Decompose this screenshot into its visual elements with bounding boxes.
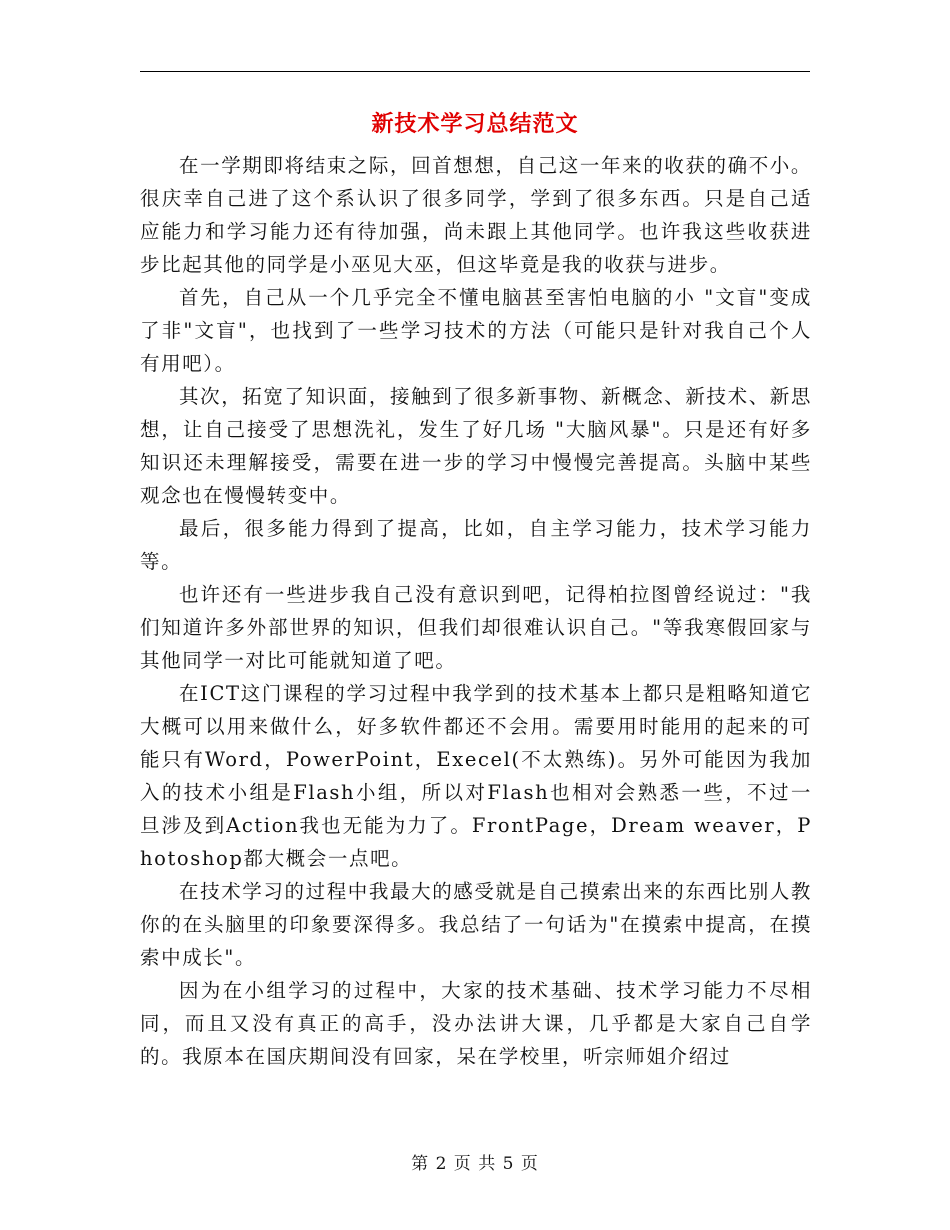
page-number-footer: 第 2 页 共 5 页	[411, 1154, 539, 1174]
document-body	[140, 149, 812, 1073]
paragraph: 在一学期即将结束之际，回首想想，自己这一年来的收获的确不小。很庆幸自己进了这个系认识了很多同学，学到了很多东西。只是自己适应能力和学习能力还有待加强，尚未跟上其他同学。也许我这些收获进步比起其他的同学是小巫见大巫，但这毕竟是我的收获与进步。	[140, 154, 813, 276]
paragraph: 也许还有一些进步我自己没有意识到吧，记得柏拉图曾经说过："我们知道许多外部世界的知识，但我们却很难认识自己。"等我寒假回家与其他同学一对比可能就知道了吧。	[140, 583, 812, 672]
paragraph: 在技术学习的过程中我最大的感受就是自己摸索出来的东西比别人教你的在头脑里的印象要深得多。我总结了一句话为"在摸索中提高，在摸索中成长"。	[140, 880, 813, 969]
paragraph: 因为在小组学习的过程中，大家的技术基础、技术学习能力不尽相同，而且又没有真正的高手，没办法讲大课，几乎都是大家自己自学的。我原本在国庆期间没有回家，呆在学校里，听宗师姐介绍过	[140, 979, 812, 1068]
paragraph: 在ICT这门课程的学习过程中我学到的技术基本上都只是粗略知道它大概可以用来做什么，好多软件都还不会用。需要用时能用的起来的可能只有Word，PowerPoint，Execel(不太熟练)。另外可能因为我加入的技术小组是Flash小组，所以对Flash也相对会熟悉一些，不过一旦涉及到Action我也无能为力了。FrontPage，Dream weaver，Photoshop都大概会一点吧。	[140, 682, 812, 870]
document-title: 新技术学习总结范文	[371, 111, 579, 137]
paragraph: 首先，自己从一个几乎完全不懂电脑甚至害怕电脑的小 "文盲"变成了非"文盲"，也找到了一些学习技术的方法（可能只是针对我自己个人有用吧）。	[140, 286, 812, 375]
paragraph: 最后，很多能力得到了提高，比如，自主学习能力，技术学习能力等。	[140, 517, 812, 573]
header-rule	[140, 71, 810, 72]
paragraph: 其次，拓宽了知识面，接触到了很多新事物、新概念、新技术、新思想，让自己接受了思想洗礼，发生了好几场 "大脑风暴"。只是还有好多知识还未理解接受，需要在进一步的学习中慢慢完善提高。头脑中某些观念也在慢慢转变中。	[140, 385, 813, 507]
